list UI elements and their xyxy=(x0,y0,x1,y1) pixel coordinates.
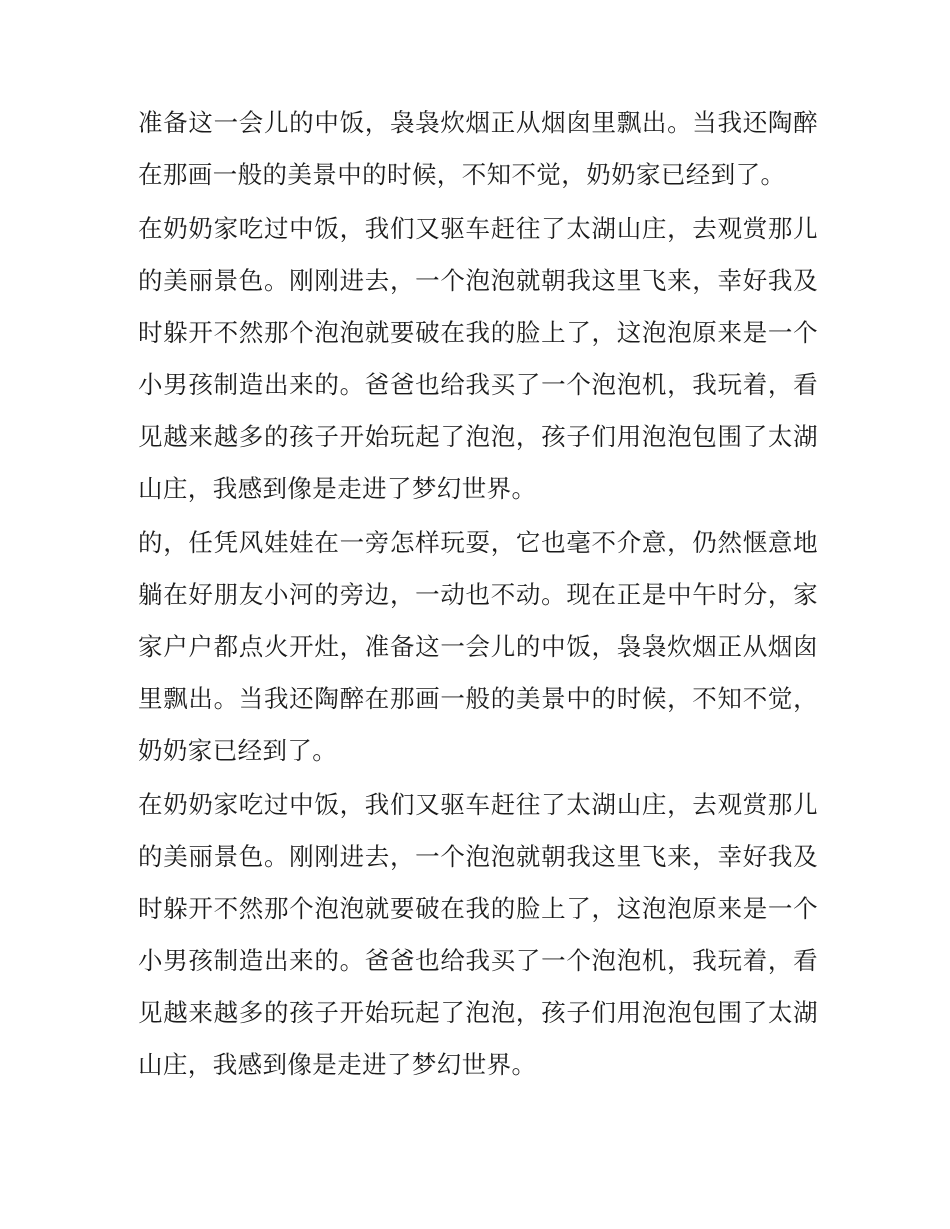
paragraph-3: 的，任凭风娃娃在一旁怎样玩耍，它也毫不介意，仍然惬意地躺在好朋友小河的旁边，一动也不动。现在正是中午时分，家家户户都点火开灶，准备这一会儿的中饭，袅袅炊烟正从烟囱里飘出。当我还陶醉在那画一般的美景中的时候，不知不觉，奶奶家已经到了。 xyxy=(138,530,818,765)
paragraph-1: 准备这一会儿的中饭，袅袅炊烟正从烟囱里飘出。当我还陶醉在那画一般的美景中的时候，不知不觉，奶奶家已经到了。 xyxy=(138,110,818,189)
paragraph-4: 在奶奶家吃过中饭，我们又驱车赶往了太湖山庄，去观赏那儿的美丽景色。刚刚进去，一个泡泡就朝我这里飞来，幸好我及时躲开不然那个泡泡就要破在我的脸上了，这泡泡原来是一个小男孩制造出来的。爸爸也给我买了一个泡泡机，我玩着，看见越来越多的孩子开始玩起了泡泡，孩子们用泡泡包围了太湖山庄，我感到像是走进了梦幻世界。 xyxy=(138,792,818,1079)
paragraph-2: 在奶奶家吃过中饭，我们又驱车赶往了太湖山庄，去观赏那儿的美丽景色。刚刚进去，一个泡泡就朝我这里飞来，幸好我及时躲开不然那个泡泡就要破在我的脸上了，这泡泡原来是一个小男孩制造出来的。爸爸也给我买了一个泡泡机，我玩着，看见越来越多的孩子开始玩起了泡泡，孩子们用泡泡包围了太湖山庄，我感到像是走进了梦幻世界。 xyxy=(138,216,818,503)
document-body xyxy=(138,98,818,1092)
